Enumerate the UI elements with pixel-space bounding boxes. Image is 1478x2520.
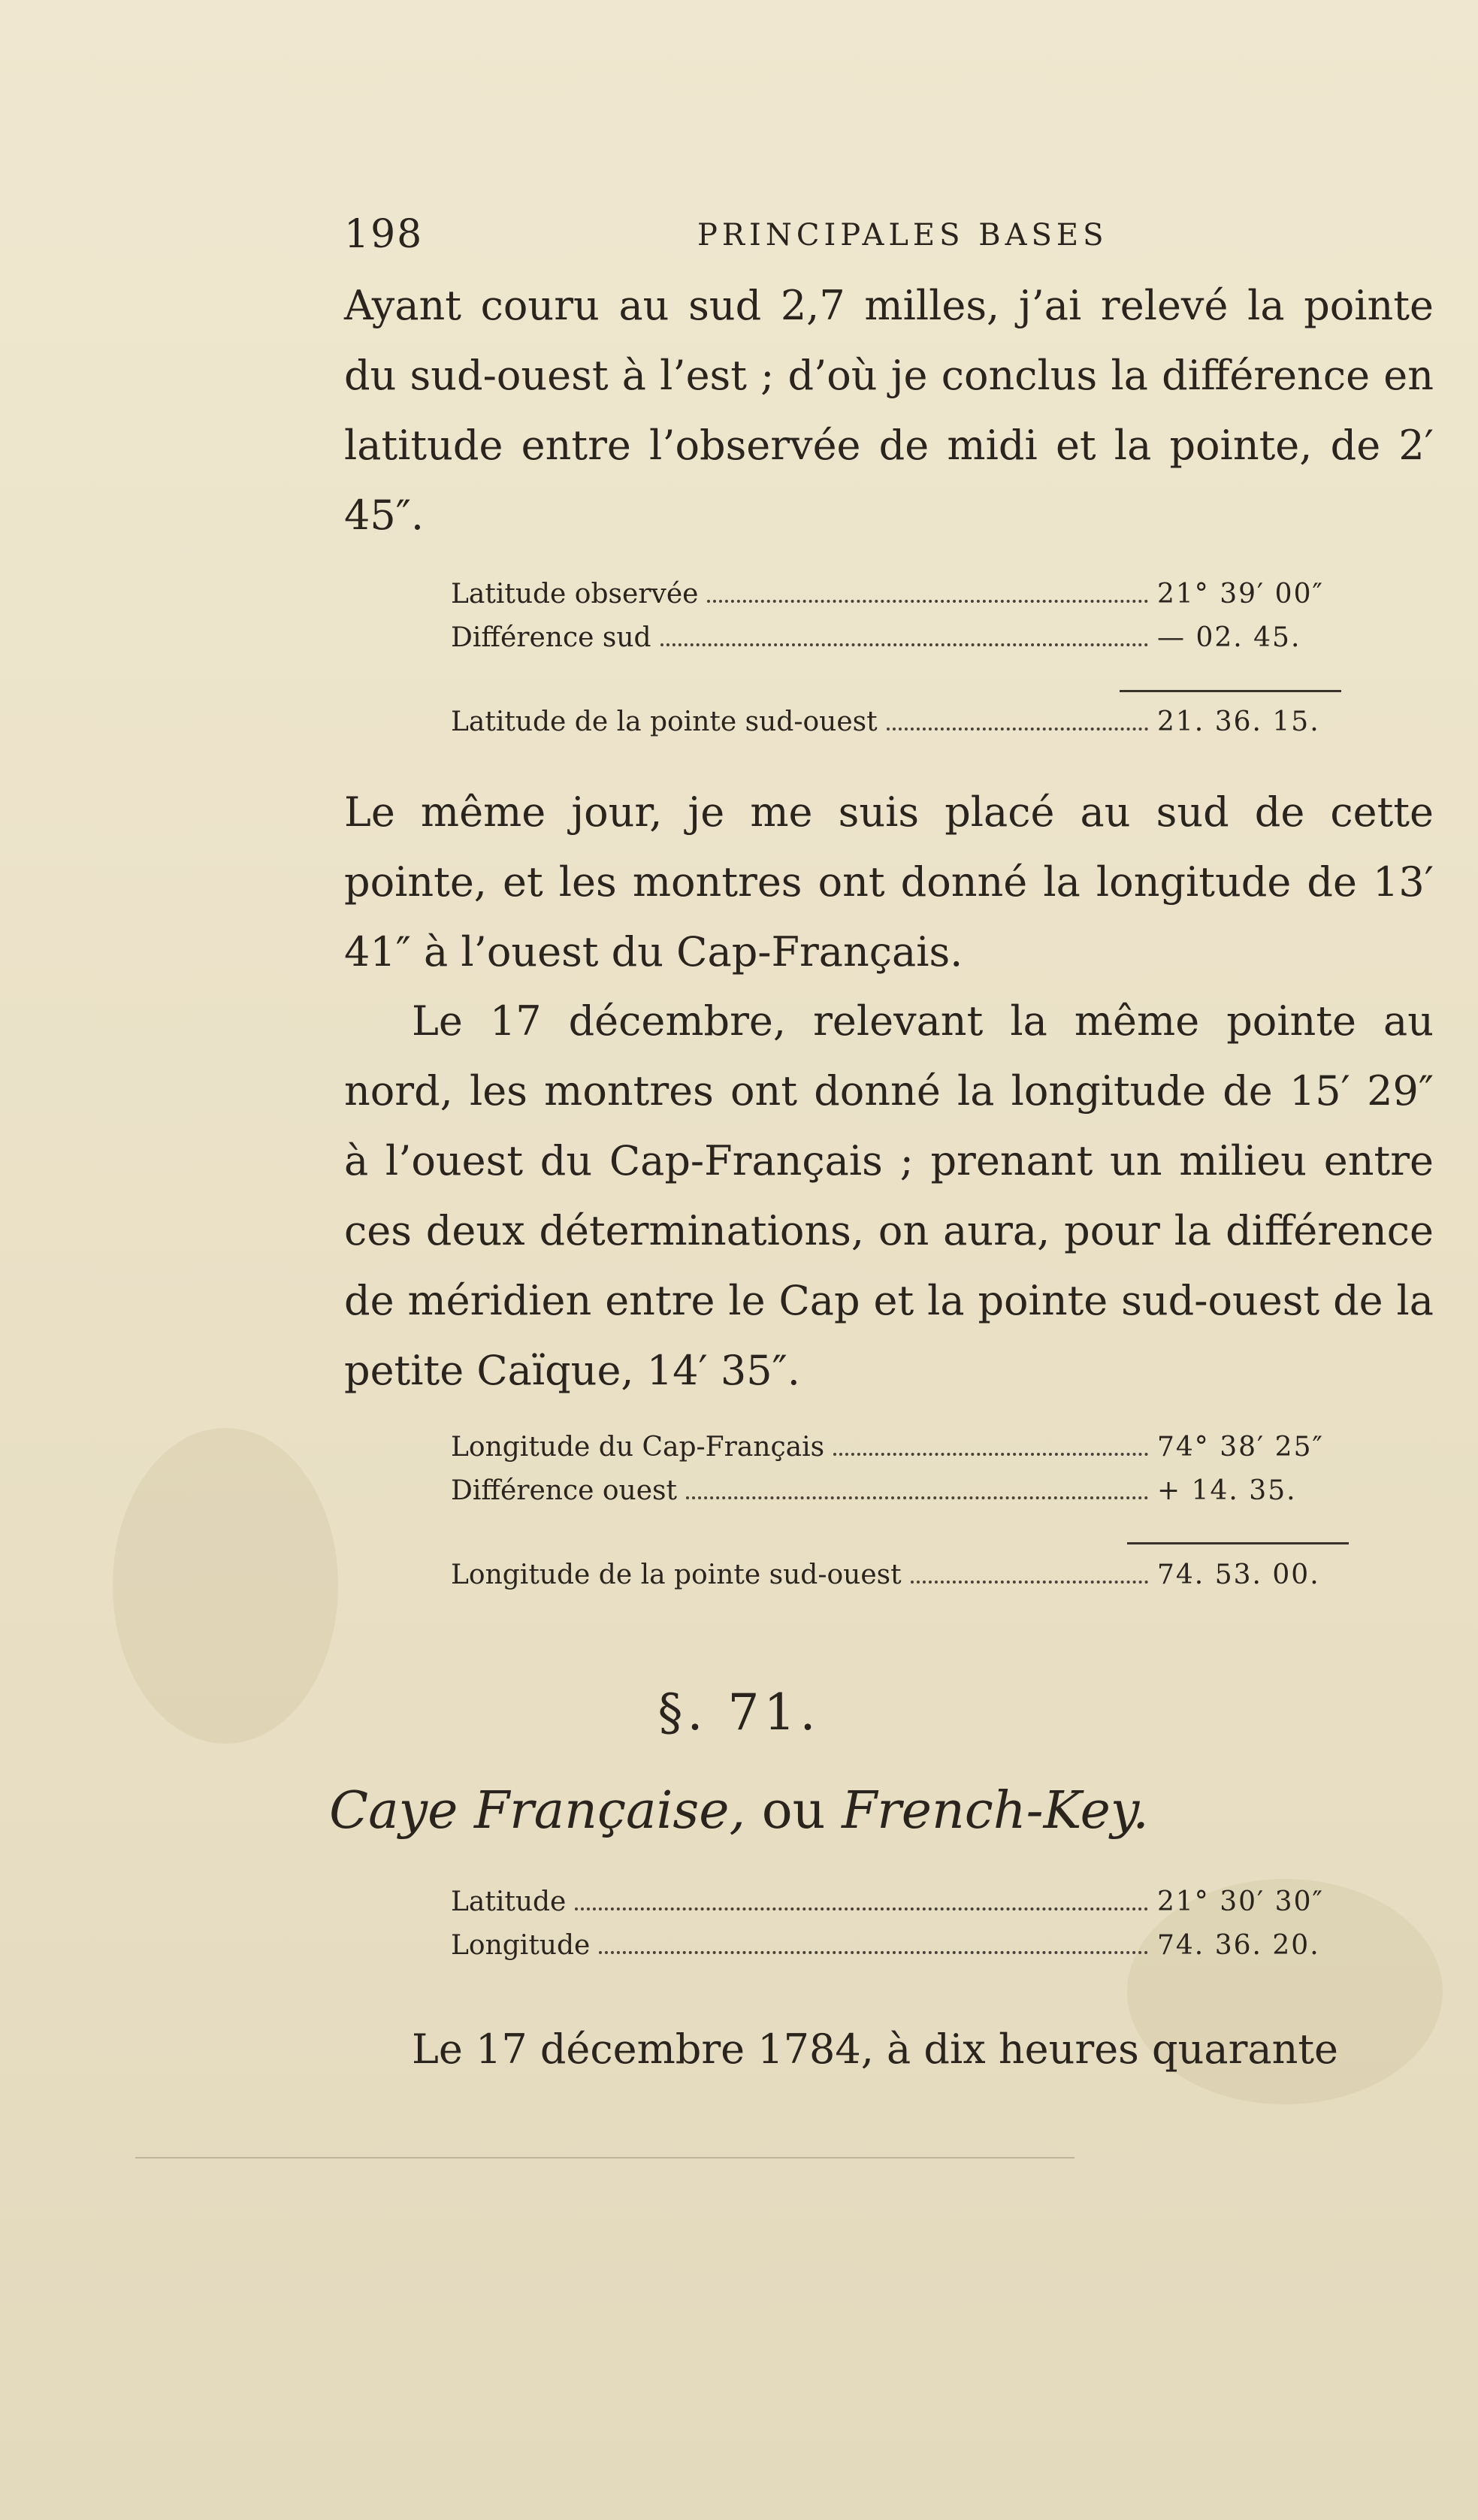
table-row — [451, 622, 1353, 666]
leader-dots — [660, 643, 1148, 646]
paragraph-3: Le 17 décembre, relevant la même pointe au nord, les montres ont donné la longitude de 15′ 29″ à l’ouest du Cap-Français ; prenant un milieu entre ces deux déterminations, on aura, pour la différence de méridien entre le Cap et la pointe sud-ouest de la petite Caïque, 14′ 35″. — [344, 997, 1434, 1394]
table-row — [451, 1475, 1353, 1519]
row-value: 74. 36. 20. — [1157, 1930, 1320, 1961]
title-part-3: French-Key. — [842, 1781, 1149, 1841]
row-value: 21° 30′ 30″ — [1157, 1886, 1324, 1917]
paragraph-1: Ayant couru au sud 2,7 milles, j’ai relevé la pointe du sud-ouest à l’est ; d’où je conclus la différence en latitude entre l’observée de midi et la pointe, de 2′ 45″. — [344, 282, 1434, 539]
table-row-total — [451, 706, 1353, 750]
leader-dots — [911, 1581, 1148, 1584]
table-row — [451, 1432, 1353, 1475]
row-label: Latitude de la pointe sud-ouest — [451, 706, 878, 737]
table-row — [451, 1930, 1353, 1974]
leader-dots — [599, 1951, 1148, 1954]
row-value: 74° 38′ 25″ — [1157, 1432, 1324, 1463]
leader-dots — [833, 1453, 1148, 1456]
row-label: Longitude du Cap-Français — [451, 1432, 825, 1463]
title-part-1: Caye Française, — [329, 1781, 746, 1841]
row-label: Longitude — [451, 1930, 591, 1961]
section-number: §. 71. — [657, 1684, 821, 1741]
row-value: + 14. 35. — [1157, 1475, 1297, 1506]
row-value: 21° 39′ 00″ — [1157, 579, 1324, 610]
row-label: Différence sud — [451, 622, 651, 653]
leader-dots — [887, 728, 1148, 731]
page-header — [344, 212, 1434, 265]
row-label: Latitude — [451, 1886, 567, 1917]
row-label: Longitude de la pointe sud-ouest — [451, 1559, 902, 1590]
title-part-2: ou — [745, 1781, 842, 1841]
position-table — [451, 1886, 1353, 1974]
longitude-table — [451, 1432, 1353, 1519]
paragraph-4: Le 17 décembre 1784, à dix heures quarante — [412, 2025, 1339, 2073]
row-label: Latitude observée — [451, 579, 699, 610]
sum-rule — [1127, 1542, 1349, 1544]
row-label: Différence ouest — [451, 1475, 677, 1506]
table-row — [451, 579, 1353, 622]
leader-dots — [707, 600, 1148, 603]
table-row — [451, 1886, 1353, 1930]
row-value: 21. 36. 15. — [1157, 706, 1320, 737]
section-title — [0, 1781, 1478, 1841]
leader-dots — [575, 1907, 1148, 1910]
row-value: — 02. 45. — [1157, 622, 1301, 653]
show-through-line — [135, 2157, 1074, 2158]
table-row-total — [451, 1559, 1353, 1603]
row-value: 74. 53. 00. — [1157, 1559, 1320, 1590]
running-head: PRINCIPALES BASES — [697, 218, 1108, 253]
longitude-total — [451, 1559, 1353, 1603]
sum-rule — [1120, 690, 1341, 692]
paragraph-2: Le même jour, je me suis placé au sud de cette pointe, et les montres ont donné la longitude de 13′ 41″ à l’ouest du Cap-Français. — [344, 788, 1434, 976]
latitude-total — [451, 706, 1353, 750]
leader-dots — [686, 1496, 1148, 1499]
latitude-table — [451, 579, 1353, 666]
page-number: 198 — [344, 212, 424, 257]
